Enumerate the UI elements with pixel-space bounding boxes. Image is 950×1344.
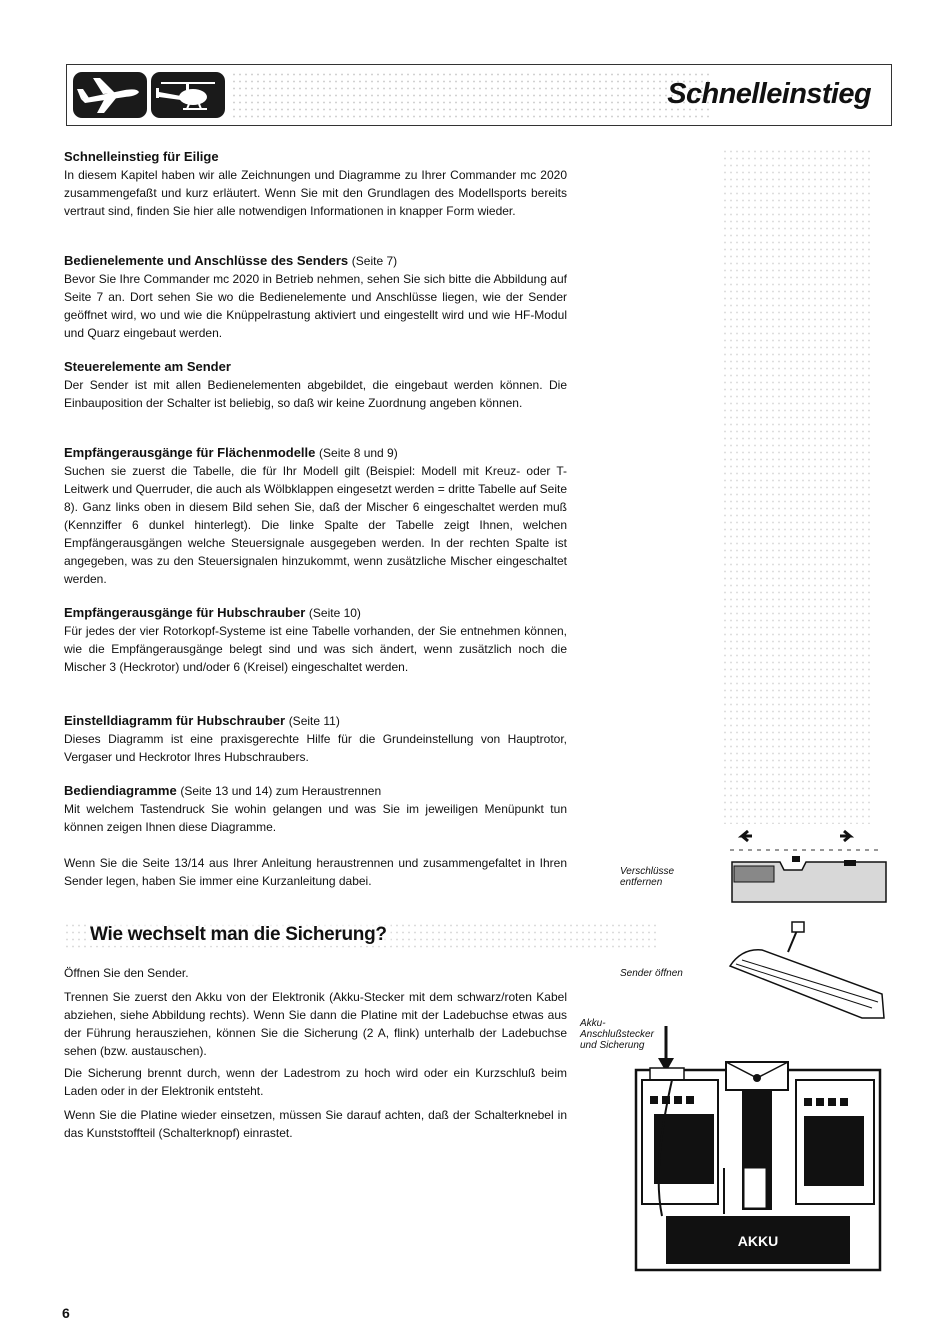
section-heading: Schnelleinstieg für Eilige [64,149,219,164]
battery-label: AKKU [737,1233,779,1249]
label-connector: Akku-Anschlußstecker und Sicherung [580,1018,654,1051]
section-body: Für jedes der vier Rotorkopf-Systeme ist eine Tabelle vorhanden, der Sie entnehmen können, wie die Empfängerausgänge belegt sind und was sich ändert, wenn zusätzlich noch die Mischer 3 (Heckrotor) und/oder 6 (Kreisel) eingeschaltet werden. [64,624,567,674]
page-reference: (Seite 10) [308,606,361,620]
section-heading: Bediendiagramme (Seite 13 und 14) zum Heraustrennen [64,783,382,798]
paragraph: Die Sicherung brennt durch, wenn der Ladestrom zu hoch wird oder ein Kurzschluß beim Laden oder in der Elektronik entsteht. [64,1066,567,1098]
page-reference: (Seite 11) [288,714,340,728]
section-hubschrauber [64,604,567,676]
chapter-header [66,64,892,126]
section-body: Wenn Sie die Seite 13/14 aus Ihrer Anleitung heraustrennen und zusammengefaltet in Ihren Sender legen, haben Sie immer eine Kurzanleitung dabei. [64,856,567,888]
section-body: In diesem Kapitel haben wir alle Zeichnungen und Diagramme zu Ihrer Commander mc 2020 zusammengefaßt und kurz erläutert. Wenn Sie mit den Grundlagen des Modellsports bereits vertraut sind, finden Sie hier alle notwendigen Informationen in knapper Form wieder. [64,168,567,218]
header-dot-pattern [231,71,711,119]
page-reference: (Seite 13 und 14) zum Heraustrennen [180,784,382,798]
section-body: Bevor Sie Ihre Commander mc 2020 in Betrieb nehmen, sehen Sie sich bitte die Abbildung auf Seite 7 an. Dort sehen Sie wo die Bedienelemente und Anschlüsse liegen, wie der Sender geöffnet wird, wo und wie die Knüppelrastung aktiviert und eingestellt wird und wie HF-Modul und Quarz eingebaut werden. [64,272,567,340]
section-heading: Einstelldiagramm für Hubschrauber (Seite 11) [64,713,340,728]
section-flaechenmodelle [64,444,567,588]
arrow-right-icon [840,831,850,841]
section-body: Mit welchem Tastendruck Sie wohin gelangen und was Sie im jeweiligen Menüpunkt tun können zeigen Ihnen diese Diagramme. [64,802,567,834]
label-open: Sender öffnen [620,968,683,979]
section-heading: Steuerelemente am Sender [64,359,231,374]
section-steuerelemente [64,358,567,412]
section-heading: Empfängerausgänge für Hubschrauber (Seite 10) [64,605,361,620]
section-body: Suchen sie zuerst die Tabelle, die für Ihr Modell gilt (Beispiel: Modell mit Kreuz- oder T-Leitwerk und Querruder, die auch als Wölbklappen eingesetzt werden = dritte Tabelle auf Seite 8). Ganz links oben in diesem Bild sehen Sie, daß der Mischer 6 eingeschaltet werden muß (Kennziffer 6 dunkel hinterlegt). Die linke Spalte der Tabelle zeigt Ihnen, welchen Empfängerausgängen welche Steuersignale ausgegeben werden. In der rechten Spalte ist angegeben, was zu den Steuersignalen hinzukommt, wenn zusätzliche Mischer eingeschaltet werden. [64,464,567,586]
label-closures: Verschlüsse entfernen [620,866,675,888]
section-heading: Empfängerausgänge für Flächenmodelle (Seite 8 und 9) [64,445,398,460]
helicopter-icon [151,72,225,118]
page-number: 6 [62,1305,70,1321]
section-banner [64,920,660,950]
section-bediendiagramme [64,782,567,836]
airplane-icon [73,72,147,118]
paragraph: Wenn Sie die Platine wieder einsetzen, müssen Sie darauf achten, daß der Schalterknebel in das Kunststoffteil (Schalterknopf) einrastet. [64,1108,567,1140]
arrow-left-icon [742,831,752,841]
section-body: Dieses Diagramm ist eine praxisgerechte Hilfe für die Grundeinstellung von Hauptrotor, Vergaser und Heckrotor Ihres Hubschraubers. [64,732,567,764]
transmitter-interior-figure [632,1018,884,1274]
paragraph: Trennen Sie zuerst den Akku von der Elektronik (Akku-Stecker mit dem schwarz/roten Kabel abziehen, siehe Abbildung rechts). Wenn Sie dann die Platine mit der Ladebuchse etwas aus der Führung herausziehen, können Sie die Sicherung (2 A, flink) unterhalb der Ladebuchse sehen (bzw. austauschen). [64,990,567,1058]
paragraph: Öffnen Sie den Sender. [64,966,189,980]
closures-figure [722,826,892,910]
page-title: Schnelleinstieg [667,78,871,110]
section-body: Der Sender ist mit allen Bedienelementen abgebildet, die eingebaut werden können. Die Einbauposition der Schalter ist beliebig, so daß wir keine Zuordnung angeben können. [64,378,567,410]
section-kurzanleitung [64,854,567,890]
open-transmitter-figure [722,918,892,1022]
section-eilige [64,148,567,220]
section-heading: Bedienelemente und Anschlüsse des Senders (Seite 7) [64,253,398,268]
section-einstelldiagramm [64,712,567,766]
page-reference: (Seite 7) [351,254,398,268]
margin-dot-pattern [722,148,872,824]
section-title: Wie wechselt man die Sicherung? [86,924,391,946]
page-reference: (Seite 8 und 9) [319,446,398,460]
section-bedienelemente [64,252,567,342]
